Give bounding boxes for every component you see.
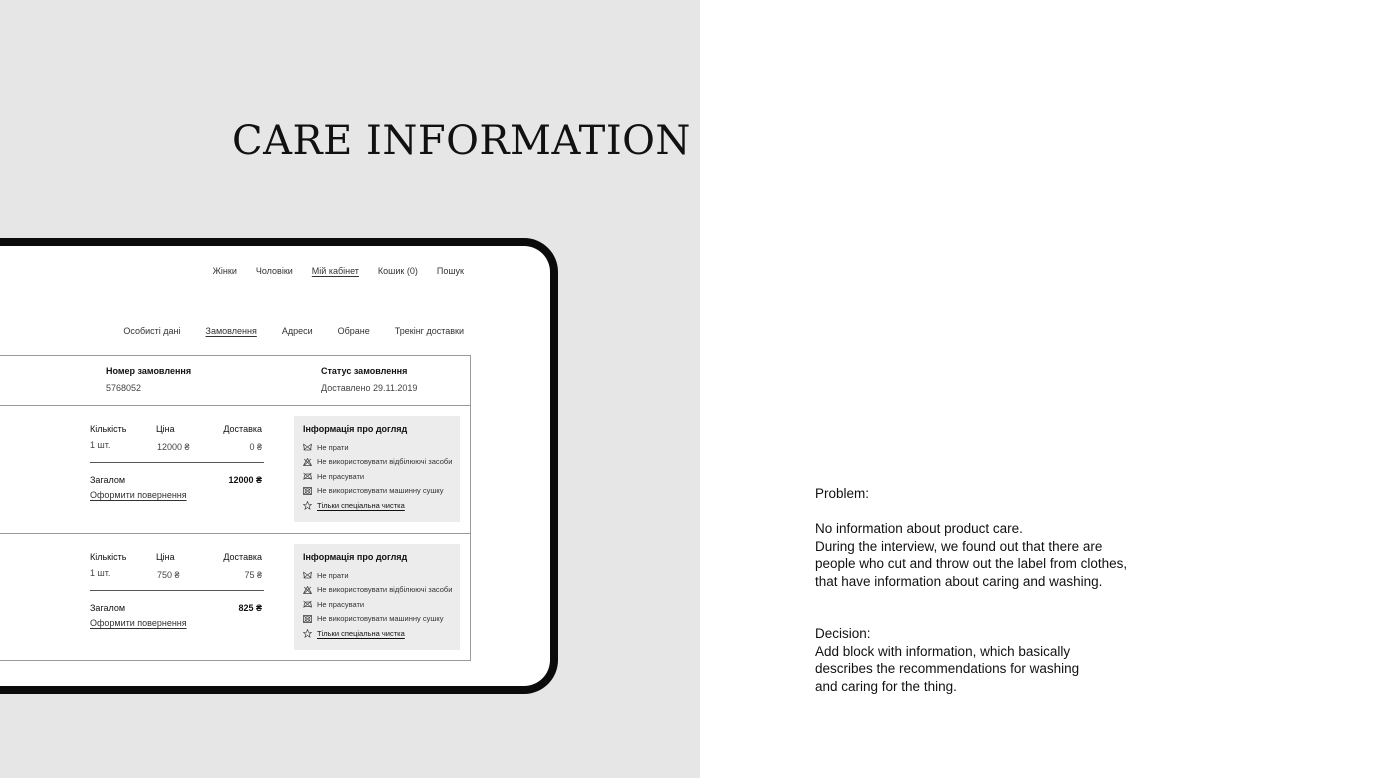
order-item: [0, 534, 470, 662]
nav-search[interactable]: Пошук: [436, 266, 464, 276]
decision-section: [815, 625, 1079, 695]
decision-line: and caring for the thing.: [815, 678, 957, 694]
price-value: 750 ₴: [157, 570, 180, 580]
total-value: 12000 ₴: [228, 475, 262, 485]
price-label: Ціна: [156, 424, 175, 434]
order-number-value: 5768052: [106, 383, 142, 393]
price-label: Ціна: [156, 552, 175, 562]
care-row: [303, 484, 451, 499]
divider: [90, 590, 264, 591]
care-row[interactable]: [303, 626, 451, 641]
problem-section: [815, 485, 1127, 590]
qty-label: Кількість: [90, 424, 127, 434]
no-bleach-icon: [303, 457, 312, 466]
order-card: [0, 355, 471, 661]
qty-value: 1 шт.: [90, 440, 111, 450]
care-row-text: Не прасувати: [317, 599, 365, 609]
account-subnav: [123, 326, 464, 336]
no-bleach-icon: [303, 585, 312, 594]
top-nav: [213, 266, 464, 276]
device-frame: [0, 238, 558, 694]
professional-clean-icon: [303, 629, 312, 638]
delivery-value: 75 ₴: [244, 570, 262, 580]
order-status-label: Статус замовлення: [321, 366, 408, 376]
care-row: [303, 612, 451, 627]
delivery-label: Доставка: [223, 552, 262, 562]
tab-favorites[interactable]: Обране: [337, 326, 370, 336]
care-row-text: Не використовувати машинну сушку: [317, 614, 444, 624]
care-info-title: Інформація про догляд: [303, 552, 408, 562]
care-row-text: Не прати: [317, 442, 349, 452]
problem-line: that have information about caring and washing.: [815, 573, 1103, 589]
tab-delivery-tracking[interactable]: Трекінг доставки: [394, 326, 464, 336]
professional-clean-icon: [303, 501, 312, 510]
return-link[interactable]: Оформити повернення: [90, 618, 187, 628]
no-wash-icon: [303, 443, 312, 452]
order-header: [0, 356, 470, 406]
total-label: Загалом: [90, 475, 126, 485]
total-value: 825 ₴: [238, 603, 262, 613]
order-number-label: Номер замовлення: [106, 366, 192, 376]
problem-line: During the interview, we found out that there are: [815, 538, 1103, 554]
care-row: [303, 583, 451, 598]
care-row-text: Не використовувати відбілюючі засоби: [317, 585, 453, 595]
problem-line: people who cut and throw out the label from clothes,: [815, 556, 1128, 571]
total-label: Загалом: [90, 603, 126, 613]
care-info-block: [294, 544, 460, 650]
tab-addresses[interactable]: Адреси: [281, 326, 313, 336]
qty-label: Кількість: [90, 552, 127, 562]
order-status-value: Доставлено 29.11.2019: [321, 383, 418, 393]
care-row: [303, 597, 451, 612]
care-row: [303, 568, 451, 583]
price-value: 12000 ₴: [157, 442, 190, 452]
care-info-block: [294, 416, 460, 522]
nav-my-account[interactable]: Мій кабінет: [311, 266, 359, 276]
qty-value: 1 шт.: [90, 568, 111, 578]
care-row: [303, 469, 451, 484]
nav-cart[interactable]: Кошик (0): [377, 266, 418, 276]
return-link[interactable]: Оформити повернення: [90, 490, 187, 500]
decision-line: Add block with information, which basically: [815, 643, 1071, 659]
care-row-text: Не використовувати машинну сушку: [317, 486, 444, 496]
care-row: [303, 440, 451, 455]
no-tumble-dry-icon: [303, 614, 312, 623]
care-row-text: Не прати: [317, 570, 349, 580]
delivery-label: Доставка: [223, 424, 262, 434]
tab-personal-data[interactable]: Особисті дані: [123, 326, 181, 336]
no-wash-icon: [303, 571, 312, 580]
page-title: CARE INFORMATION: [232, 118, 691, 164]
care-row[interactable]: [303, 498, 451, 513]
nav-women[interactable]: Жінки: [212, 266, 237, 276]
no-tumble-dry-icon: [303, 486, 312, 495]
no-iron-icon: [303, 600, 312, 609]
divider: [90, 462, 264, 463]
decision-line: describes the recommendations for washing: [815, 661, 1080, 676]
nav-men[interactable]: Чоловіки: [255, 266, 293, 276]
problem-headline: No information about product care.: [815, 521, 1023, 536]
no-iron-icon: [303, 472, 312, 481]
order-item: [0, 406, 470, 534]
care-row: [303, 455, 451, 470]
care-row-text: Не використовувати відбілюючі засоби: [317, 457, 453, 467]
delivery-value: 0 ₴: [249, 442, 262, 452]
tab-orders[interactable]: Замовлення: [205, 326, 257, 336]
decision-label: Decision:: [815, 626, 871, 641]
care-row-link[interactable]: Тільки спеціальна чистка: [317, 628, 405, 638]
care-row-link[interactable]: Тільки спеціальна чистка: [317, 500, 405, 510]
care-info-title: Інформація про догляд: [303, 424, 408, 434]
care-row-text: Не прасувати: [317, 471, 365, 481]
problem-label: Problem:: [815, 486, 870, 501]
